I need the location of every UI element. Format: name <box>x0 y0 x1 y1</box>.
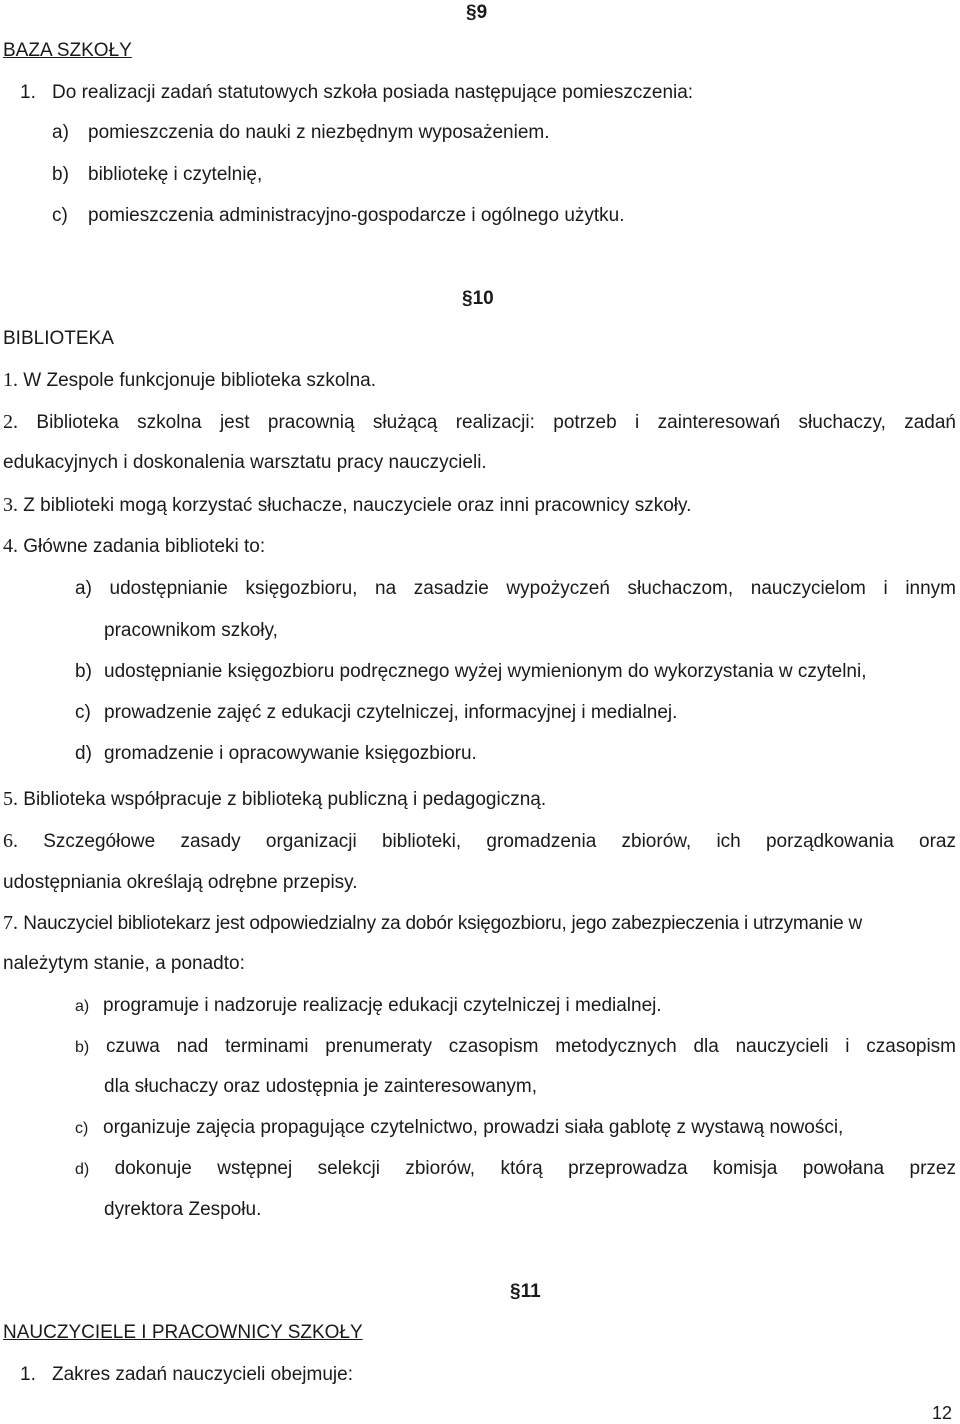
item-marker: d) <box>75 1161 90 1178</box>
list-item <box>20 82 693 104</box>
list-item <box>75 1117 843 1139</box>
item-number: 3. <box>3 494 18 516</box>
section-symbol-9: §9 <box>466 2 488 23</box>
item-text: Główne zadania biblioteki to: <box>23 536 266 557</box>
item-marker: a) <box>75 578 92 599</box>
item-text: Nauczyciel bibliotekarz jest odpowiedzialny za dobór księgozbioru, jego zabezpieczenia i utrzymanie w <box>23 913 862 934</box>
item-number: 1. <box>20 1364 36 1385</box>
paragraph-continuation: udostępniania określają odrębne przepisy. <box>3 872 358 893</box>
item-text: Biblioteka współpracuje z biblioteką publiczną i pedagogiczną. <box>23 789 547 810</box>
item-text: Do realizacji zadań statutowych szkoła posiada następujące pomieszczenia: <box>52 82 694 103</box>
item-marker: a) <box>75 998 90 1015</box>
item-marker: d) <box>75 743 92 764</box>
list-item <box>75 578 956 600</box>
paragraph <box>3 494 691 517</box>
item-number: 1. <box>20 82 36 103</box>
item-text: prowadzenie zajęć z edukacji czytelniczej, informacyjnej i medialnej. <box>104 702 678 723</box>
item-text: Biblioteka szkolna jest pracownią służącą realizacji: potrzeb i zainteresowań słuchaczy, zadań <box>36 412 957 433</box>
list-item <box>75 661 867 683</box>
item-text: bibliotekę i czytelnię, <box>88 164 263 185</box>
list-item <box>52 122 550 144</box>
list-item <box>75 1158 956 1180</box>
list-item <box>75 743 477 765</box>
paragraph <box>3 788 546 811</box>
paragraph <box>3 411 956 434</box>
item-marker: b) <box>75 1039 90 1056</box>
section-heading-biblioteka: BIBLIOTEKA <box>3 328 114 349</box>
list-item-continuation: dla słuchaczy oraz udostępnia je zainteresowanym, <box>104 1076 538 1097</box>
item-text: organizuje zajęcia propagujące czytelnictwo, prowadzi siała gablotę z wystawą nowości, <box>103 1117 844 1138</box>
section-symbol-11: §11 <box>510 1281 541 1302</box>
item-marker: c) <box>75 702 91 723</box>
item-number: 6. <box>3 830 18 852</box>
item-text: Zakres zadań nauczycieli obejmuje: <box>52 1364 353 1385</box>
item-marker: b) <box>75 661 92 682</box>
paragraph <box>3 369 376 392</box>
section-heading-baza-szkoly: BAZA SZKOŁY <box>3 40 132 61</box>
list-item <box>75 1036 956 1058</box>
item-number: 4. <box>3 535 18 557</box>
list-item <box>75 702 677 724</box>
item-number: 1. <box>3 369 18 391</box>
list-item <box>52 205 625 227</box>
list-item <box>52 164 262 186</box>
item-marker: a) <box>52 122 69 143</box>
item-marker: c) <box>52 205 68 226</box>
item-text: pomieszczenia do nauki z niezbędnym wyposażeniem. <box>88 122 550 143</box>
paragraph <box>3 830 956 853</box>
item-text: pomieszczenia administracyjno-gospodarcze i ogólnego użytku. <box>88 205 625 226</box>
item-number: 7. <box>3 912 18 934</box>
list-item <box>20 1364 353 1386</box>
item-text: programuje i nadzoruje realizację edukacji czytelniczej i medialnej. <box>103 995 662 1016</box>
item-text: czuwa nad terminami prenumeraty czasopism metodycznych dla nauczycieli i czasopism <box>106 1036 957 1057</box>
paragraph <box>3 912 956 935</box>
item-text: W Zespole funkcjonuje biblioteka szkolna. <box>23 370 377 391</box>
item-number: 5. <box>3 788 18 810</box>
list-item <box>75 995 662 1017</box>
paragraph <box>3 535 265 558</box>
paragraph-continuation: należytym stanie, a ponadto: <box>3 953 245 974</box>
section-heading-nauczyciele: NAUCZYCIELE I PRACOWNICY SZKOŁY <box>3 1322 363 1343</box>
item-text: Szczegółowe zasady organizacji biblioteki, gromadzenia zbiorów, ich porządkowania oraz <box>43 831 957 852</box>
section-symbol-10: §10 <box>462 288 494 309</box>
item-marker: b) <box>52 164 69 185</box>
paragraph-continuation: edukacyjnych i doskonalenia warsztatu pracy nauczycieli. <box>3 452 487 473</box>
item-text: Z biblioteki mogą korzystać słuchacze, nauczyciele oraz inni pracownicy szkoły. <box>23 495 692 516</box>
item-text: gromadzenie i opracowywanie księgozbioru. <box>104 743 477 764</box>
item-text: udostępnianie księgozbioru, na zasadzie wypożyczeń słuchaczom, nauczycielom i innym <box>109 578 956 599</box>
item-marker: c) <box>75 1120 89 1137</box>
page-number: 12 <box>932 1403 953 1423</box>
list-item-continuation: pracownikom szkoły, <box>104 620 278 641</box>
item-number: 2. <box>3 411 18 433</box>
item-text: dokonuje wstępnej selekcji zbiorów, którą przeprowadza komisja powołana przez <box>114 1158 956 1179</box>
list-item-continuation: dyrektora Zespołu. <box>104 1199 262 1220</box>
item-text: udostępnianie księgozbioru podręcznego wyżej wymienionym do wykorzystania w czytelni, <box>104 661 867 682</box>
